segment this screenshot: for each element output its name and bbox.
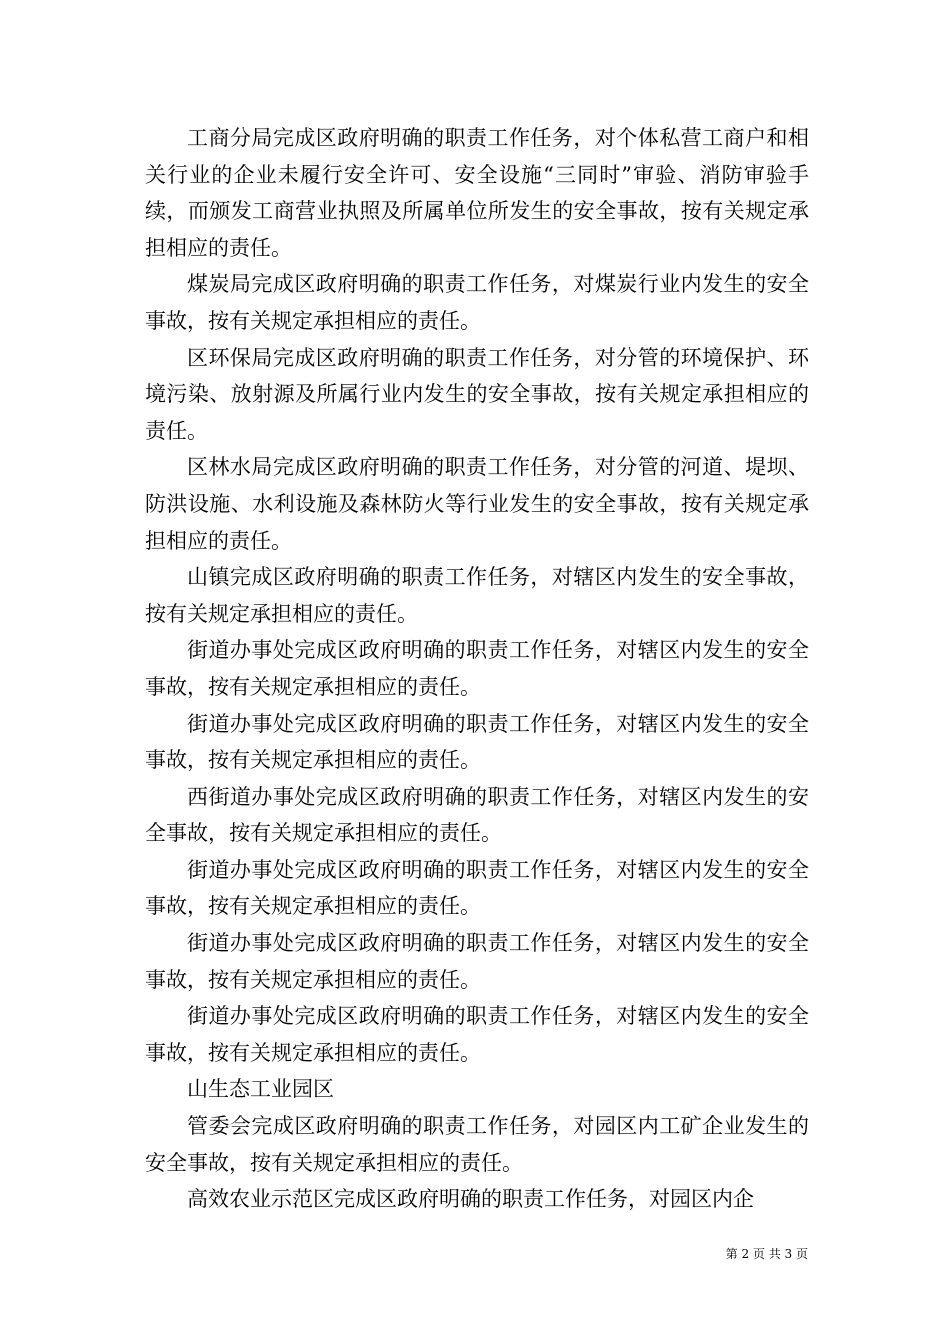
paragraph: 街道办事处完成区政府明确的职责工作任务，对辖区内发生的安全事故，按有关规定承担相应的责任。	[145, 1004, 809, 1065]
paragraph: 高效农业示范区完成区政府明确的职责工作任务，对园区内企	[187, 1187, 754, 1212]
section-heading: 山生态工业园区	[187, 1077, 334, 1102]
paragraph: 街道办事处完成区政府明确的职责工作任务，对辖区内发生的安全事故，按有关规定承担相应的责任。	[145, 638, 809, 699]
page-number-footer: 第 2 页 共 3 页	[725, 1247, 808, 1261]
paragraph: 西街道办事处完成区政府明确的职责工作任务，对辖区内发生的安全事故，按有关规定承担相应的责任。	[145, 784, 809, 846]
paragraph: 山镇完成区政府明确的职责工作任务，对辖区内发生的安全事故，按有关规定承担相应的责任。	[145, 565, 809, 626]
paragraph: 街道办事处完成区政府明确的职责工作任务，对辖区内发生的安全事故，按有关规定承担相应的责任。	[145, 931, 809, 992]
paragraph: 街道办事处完成区政府明确的职责工作任务，对辖区内发生的安全事故，按有关规定承担相应的责任。	[145, 711, 809, 773]
document-body	[145, 120, 809, 1218]
paragraph: 工商分局完成区政府明确的职责工作任务，对个体私营工商户和相关行业的企业未履行安全许可、安全设施“三同时”审验、消防审验手续，而颁发工商营业执照及所属单位所发生的安全事故，按有关规定承担相应的责任。	[145, 126, 809, 260]
paragraph: 区林水局完成区政府明确的职责工作任务，对分管的河道、堤坝、防洪设施、水利设施及森林防火等行业发生的安全事故，按有关规定承担相应的责任。	[145, 455, 809, 553]
paragraph: 煤炭局完成区政府明确的职责工作任务，对煤炭行业内发生的安全事故，按有关规定承担相应的责任。	[145, 272, 809, 333]
paragraph: 管委会完成区政府明确的职责工作任务，对园区内工矿企业发生的安全事故，按有关规定承担相应的责任。	[145, 1114, 809, 1175]
paragraph: 区环保局完成区政府明确的职责工作任务，对分管的环境保护、环境污染、放射源及所属行业内发生的安全事故，按有关规定承担相应的责任。	[145, 345, 809, 443]
paragraph: 街道办事处完成区政府明确的职责工作任务，对辖区内发生的安全事故，按有关规定承担相应的责任。	[145, 857, 809, 919]
